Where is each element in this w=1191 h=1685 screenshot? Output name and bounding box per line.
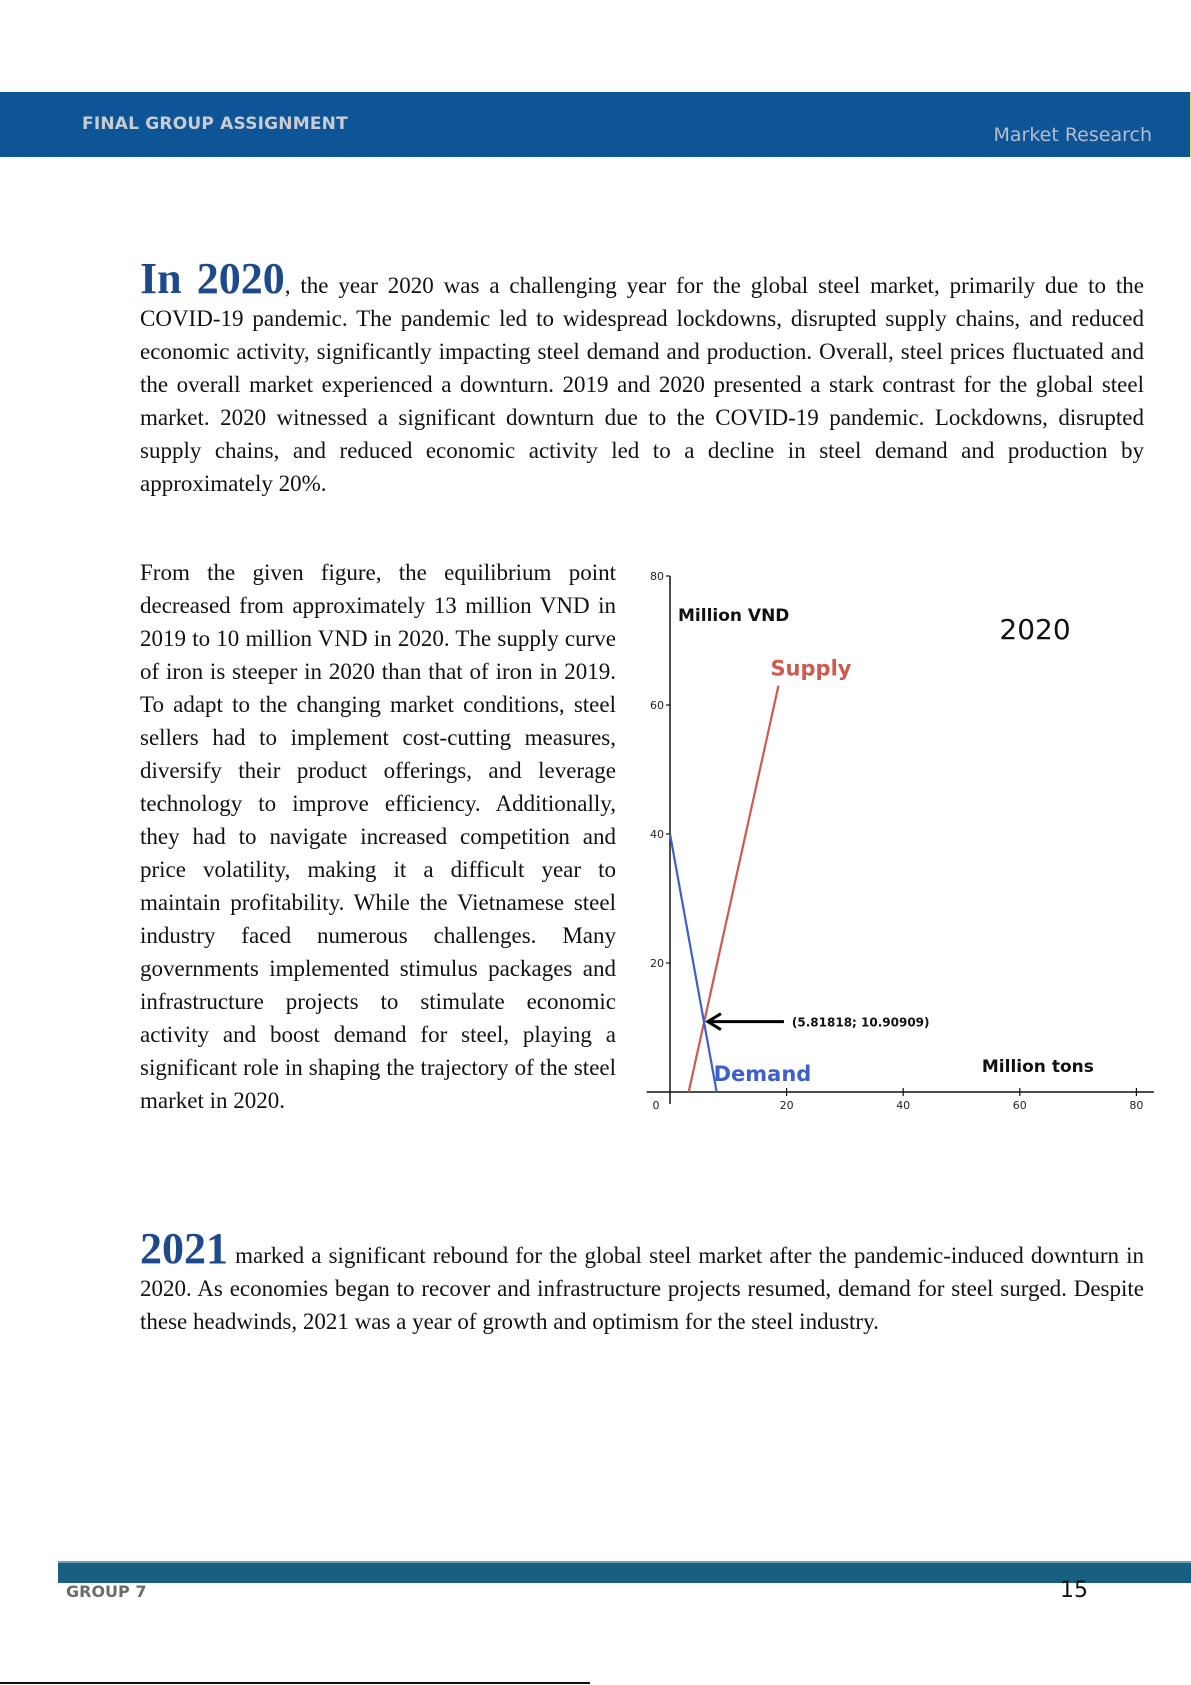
y-tick-label: 40 — [650, 828, 664, 841]
lead-2020: In 2020 — [140, 254, 285, 303]
header-subtitle: Market Research — [993, 124, 1152, 146]
bottom-rule — [0, 1682, 590, 1684]
series-line-demand — [670, 834, 717, 1092]
y-tick-label: 60 — [650, 699, 664, 712]
x-tick-label: 60 — [1012, 1099, 1027, 1112]
x-axis-label: Million tons — [981, 1057, 1094, 1077]
footer-group: GROUP 7 — [66, 1582, 147, 1601]
equilibrium-annotation: (5.81818; 10.90909) — [791, 1015, 930, 1030]
page-number: 15 — [1060, 1578, 1088, 1603]
x-tick-label: 20 — [779, 1099, 794, 1112]
header-title: FINAL GROUP ASSIGNMENT — [82, 114, 348, 134]
paragraph-2020-text: , the year 2020 was a challenging year for the global steel market, primarily due to the COVID-19 pandemic. The pandemic led to widespread lockdowns, disrupted supply chains, and reduced economic activity, significantly impacting steel demand and production. Overall, steel prices fluctuated and the overall market experienced a downturn. 2019 and 2020 presented a stark contrast for the global steel market. 2020 witnessed a significant downturn due to the COVID-19 pandemic. Lockdowns, disrupted supply chains, and reduced economic activity led to a decline in steel demand and production by approximately 20%. — [140, 273, 1144, 496]
series-label-demand: Demand — [713, 1062, 812, 1086]
y-axis-label: Million VND — [678, 606, 790, 626]
chart-title: 2020 — [999, 613, 1071, 646]
chart-svg — [630, 565, 1191, 1125]
page-header — [0, 92, 1191, 157]
paragraph-2021-text: marked a significant rebound for the global steel market after the pandemic-induced downturn in 2020. As economies began to recover and infrastructure projects resumed, demand for steel surged. Despite these headwinds, 2021 was a year of growth and optimism for the steel industry. — [140, 1243, 1144, 1334]
x-tick-label: 0 — [652, 1099, 660, 1112]
y-tick-label: 80 — [650, 570, 664, 583]
x-tick-label: 80 — [1129, 1099, 1144, 1112]
lead-2021: 2021 — [140, 1224, 228, 1273]
series-label-supply: Supply — [770, 656, 852, 681]
footer-bar — [58, 1561, 1191, 1583]
paragraph-2021 — [140, 1224, 1144, 1338]
x-tick-label: 40 — [896, 1099, 911, 1112]
paragraph-2020 — [140, 254, 1144, 500]
figure-description: From the given figure, the equilibrium point decreased from approximately 13 million VND in 2019 to 10 million VND in 2020. The supply curve of iron is steeper in 2020 than that of iron in 2019. To adapt to the changing market conditions, steel sellers had to implement cost-cutting measures, diversify their product offerings, and leverage technology to improve efficiency. Additionally, they had to navigate increased competition and price volatility, making it a difficult year to maintain profitability. While the Vietnamese steel industry faced numerous challenges. Many governments implemented stimulus packages and infrastructure projects to stimulate economic activity and boost demand for steel, playing a significant role in shaping the trajectory of the steel market in 2020. — [140, 560, 616, 1113]
y-tick-label: 20 — [650, 957, 664, 970]
series-line-supply — [689, 686, 779, 1092]
supply-demand-chart — [630, 565, 1191, 1125]
